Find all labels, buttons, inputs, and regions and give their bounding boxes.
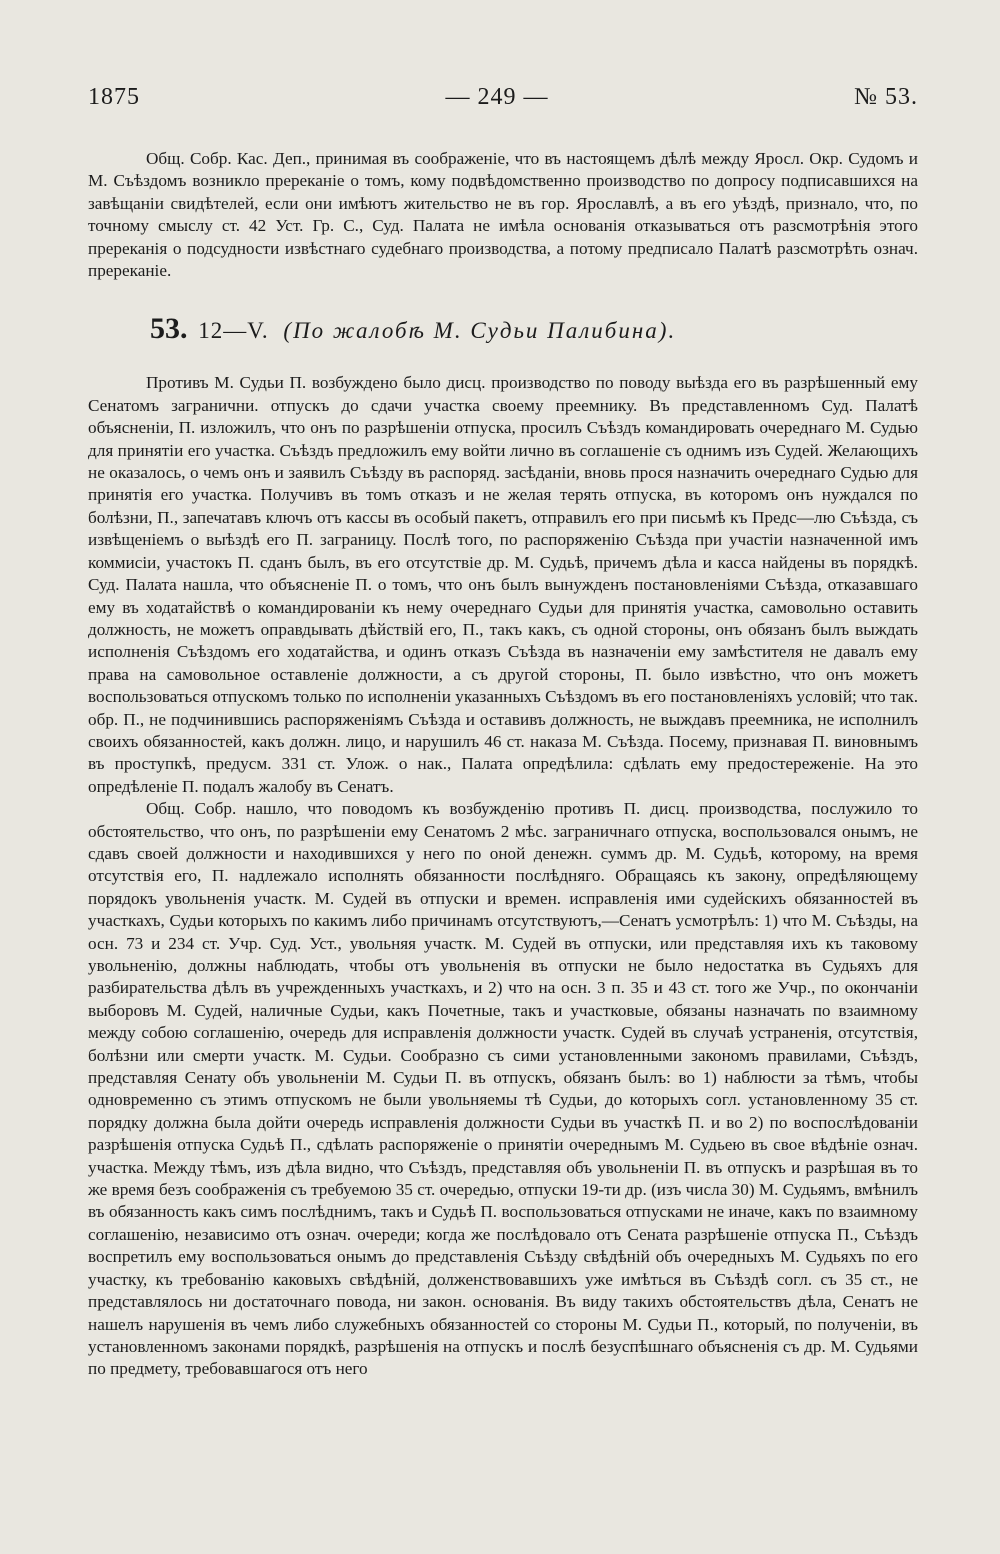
page-number: — 249 — — [445, 84, 549, 110]
case-number: 53. — [150, 312, 188, 346]
case-heading — [150, 312, 918, 346]
paragraph-case-facts: Противъ М. Судьи П. возбуждено было дисц. производство по поводу выѣзда его въ разрѣшенный ему Сенатомъ загранични. отпускъ до сдачи участка своему преемнику. Въ представленномъ Суд. Палатѣ объясненіи, П. изложилъ, что онъ по разрѣшеніи отпуска, просилъ Съѣздъ командировать очереднаго М. Судью для принятіи его участка. Съѣздъ предложилъ ему войти лично въ соглашеніе съ однимъ изъ Судей. Желающихъ не оказалось, о чемъ онъ и заявилъ Съѣзду въ распоряд. засѣданіи, вновь прося назначить очереднаго Судью для принятія его участка. Получивъ въ томъ отказъ и не желая терять отпуска, въ которомъ онъ нуждался по болѣзни, П., запечатавъ ключъ отъ кассы въ особый пакетъ, отправилъ его при письмѣ къ Предс—лю Съѣзда, съ извѣщеніемъ о выѣздѣ его П. заграницу. Послѣ того, по распоряженію Съѣзда при участіи назначенной имъ коммисіи, участокъ П. сданъ былъ, въ его отсутствіе др. М. Судьѣ, причемъ дѣла и касса найдены въ порядкѣ. Суд. Палата нашла, что объясненіе П. о томъ, что онъ былъ вынужденъ постановленіями Съѣзда, отказавшаго ему въ ходатайствѣ о командированіи къ нему очереднаго Судьи для принятія участка, самовольно оставить должность, не можетъ оправдывать дѣйствій его, П., такъ какъ, съ одной стороны, онъ обязанъ былъ выждать исполненія Съѣздомъ его ходатайства, и одинъ отказъ Съѣзда въ назначеніи ему замѣстителя не давалъ ему права на самовольное оставленіе должности, а съ другой стороны, П. было извѣстно, что онъ можетъ воспользоваться отпускомъ только по исполненіи указанныхъ Съѣздомъ въ его постановленіяхъ условій; что так. обр. П., не подчинившись распоряженіямъ Съѣзда и оставивъ должность, не выждавъ преемника, не исполнилъ своихъ обязанностей, какъ должн. лицо, и нарушилъ 46 ст. наказа М. Съѣзда. Посему, признавая П. виновнымъ въ проступкѣ, предусм. 331 ст. Улож. о нак., Палата опредѣлила: сдѣлать ему предостереженіе. На это опредѣленіе П. подалъ жалобу въ Сенатъ. — [88, 373, 918, 796]
page-header — [88, 84, 918, 128]
case-date: 12—V. — [198, 318, 269, 344]
paragraph-decision-summary: Общ. Собр. Кас. Деп., принимая въ соображеніе, что въ настоящемъ дѣлѣ между Яросл. Окр. Судомъ и М. Съѣздомъ возникло пререканіе о томъ, кому подвѣдомственно производство по допросу подписавшихся на завѣщаніи свидѣтелей, если они имѣютъ жительство не въ гор. Ярославлѣ, а въ его уѣздѣ, признало, что, по точному смыслу ст. 42 Уст. Гр. С., Суд. Палата не имѣла основанія отказываться отъ разсмотрѣнія этого пререканія о подсудности извѣстнаго судебнаго производства, а потому предписало Палатѣ разсмотрѣть означ. пререканіе. — [88, 149, 918, 281]
year-label: 1875 — [88, 84, 140, 110]
paragraph-senate-finding: Общ. Собр. нашло, что поводомъ къ возбужденію противъ П. дисц. производства, послужило то обстоятельство, что онъ, по разрѣшеніи ему Сенатомъ 2 мѣс. заграничнаго отпуска, воспользовался онымъ, не сдавъ своей должности и находившихся у него по оной денежн. суммъ др. М. Судьѣ, которому, на время отсутствія его, П. надлежало исполнять обязанности послѣдняго. Обращаясь къ закону, опредѣляющему порядокъ увольненія участк. М. Судей въ отпуски и времен. исправленія ими судейскихъ обязанностей въ участкахъ, Судьи которыхъ по какимъ либо причинамъ отсутствуютъ,—Сенатъ усмотрѣлъ: 1) что М. Съѣзды, на осн. 73 и 234 ст. Учр. Суд. Уст., увольняя участк. М. Судей въ отпуски, или представляя ихъ къ таковому увольненію, должны наблюдать, чтобы отъ увольненія въ отпуски не было недостатка въ Судьяхъ для разбирательства дѣлъ въ учрежденныхъ участкахъ, и 2) что на осн. 3 п. 35 и 43 ст. того же Учр., по окончаніи выборовъ М. Судей, наличные Судьи, какъ Почетные, такъ и участковые, обязаны назначать по взаимному между собою соглашенію, очередь для исправленія должности участк. Судей въ случаѣ устраненія, отсутствія, болѣзни или смерти участк. М. Судьи. Сообразно съ сими установленными закономъ правилами, Съѣздъ, представляя Сенату объ увольненіи М. Судьи П. въ отпускъ, обязанъ былъ: во 1) наблюсти за тѣмъ, чтобы одновременно съ этимъ отпускомъ не были увольняемы тѣ Судьи, до которыхъ согл. установленному 35 ст. порядку должна была дойти очередь исправленія должности Судьи въ участкѣ П. и во 2) по воспослѣдованіи разрѣшенія отпуска Судьѣ П., сдѣлать распоряженіе о принятіи очереднымъ М. Судьею въ свое вѣдѣніе означ. участка. Между тѣмъ, изъ дѣла видно, что Съѣздъ, представляя объ увольненіи П. въ отпускъ и разрѣшая въ то же время безъ соображенія съ требуемою 35 ст. очередью, отпуски 19-ти др. (изъ числа 30) М. Судьямъ, вмѣнилъ въ обязанность какъ симъ послѣднимъ, такъ и Судьѣ П. воспользоваться отпусками не иначе, какъ по взаимному соглашенію, независимо отъ означ. очереди; когда же послѣдовало отъ Сената разрѣшеніе отпуска П., Съѣздъ воспретилъ ему воспользоваться онымъ до представленія Съѣзду свѣдѣній объ очередныхъ М. Судьяхъ по его участку, къ требованію каковыхъ свѣдѣній, долженствовавшихъ уже имѣться въ Съѣздѣ согл. съ 35 ст., не представлялось ни достаточнаго повода, ни закон. основанія. Въ виду такихъ обстоятельствъ дѣла, Сенатъ не нашелъ нарушенія въ чемъ либо служебныхъ обязанностей со стороны М. Судьи П., который, по полученіи, въ установленномъ законами порядкѣ, разрѣшенія на отпускъ и послѣ безуспѣшнаго объясненія съ др. М. Судьями по предмету, требовавшагося отъ него — [88, 799, 919, 1379]
issue-number: № 53. — [854, 84, 918, 110]
case-title: (По жалобѣ М. Судьи Палибина). — [283, 318, 677, 344]
